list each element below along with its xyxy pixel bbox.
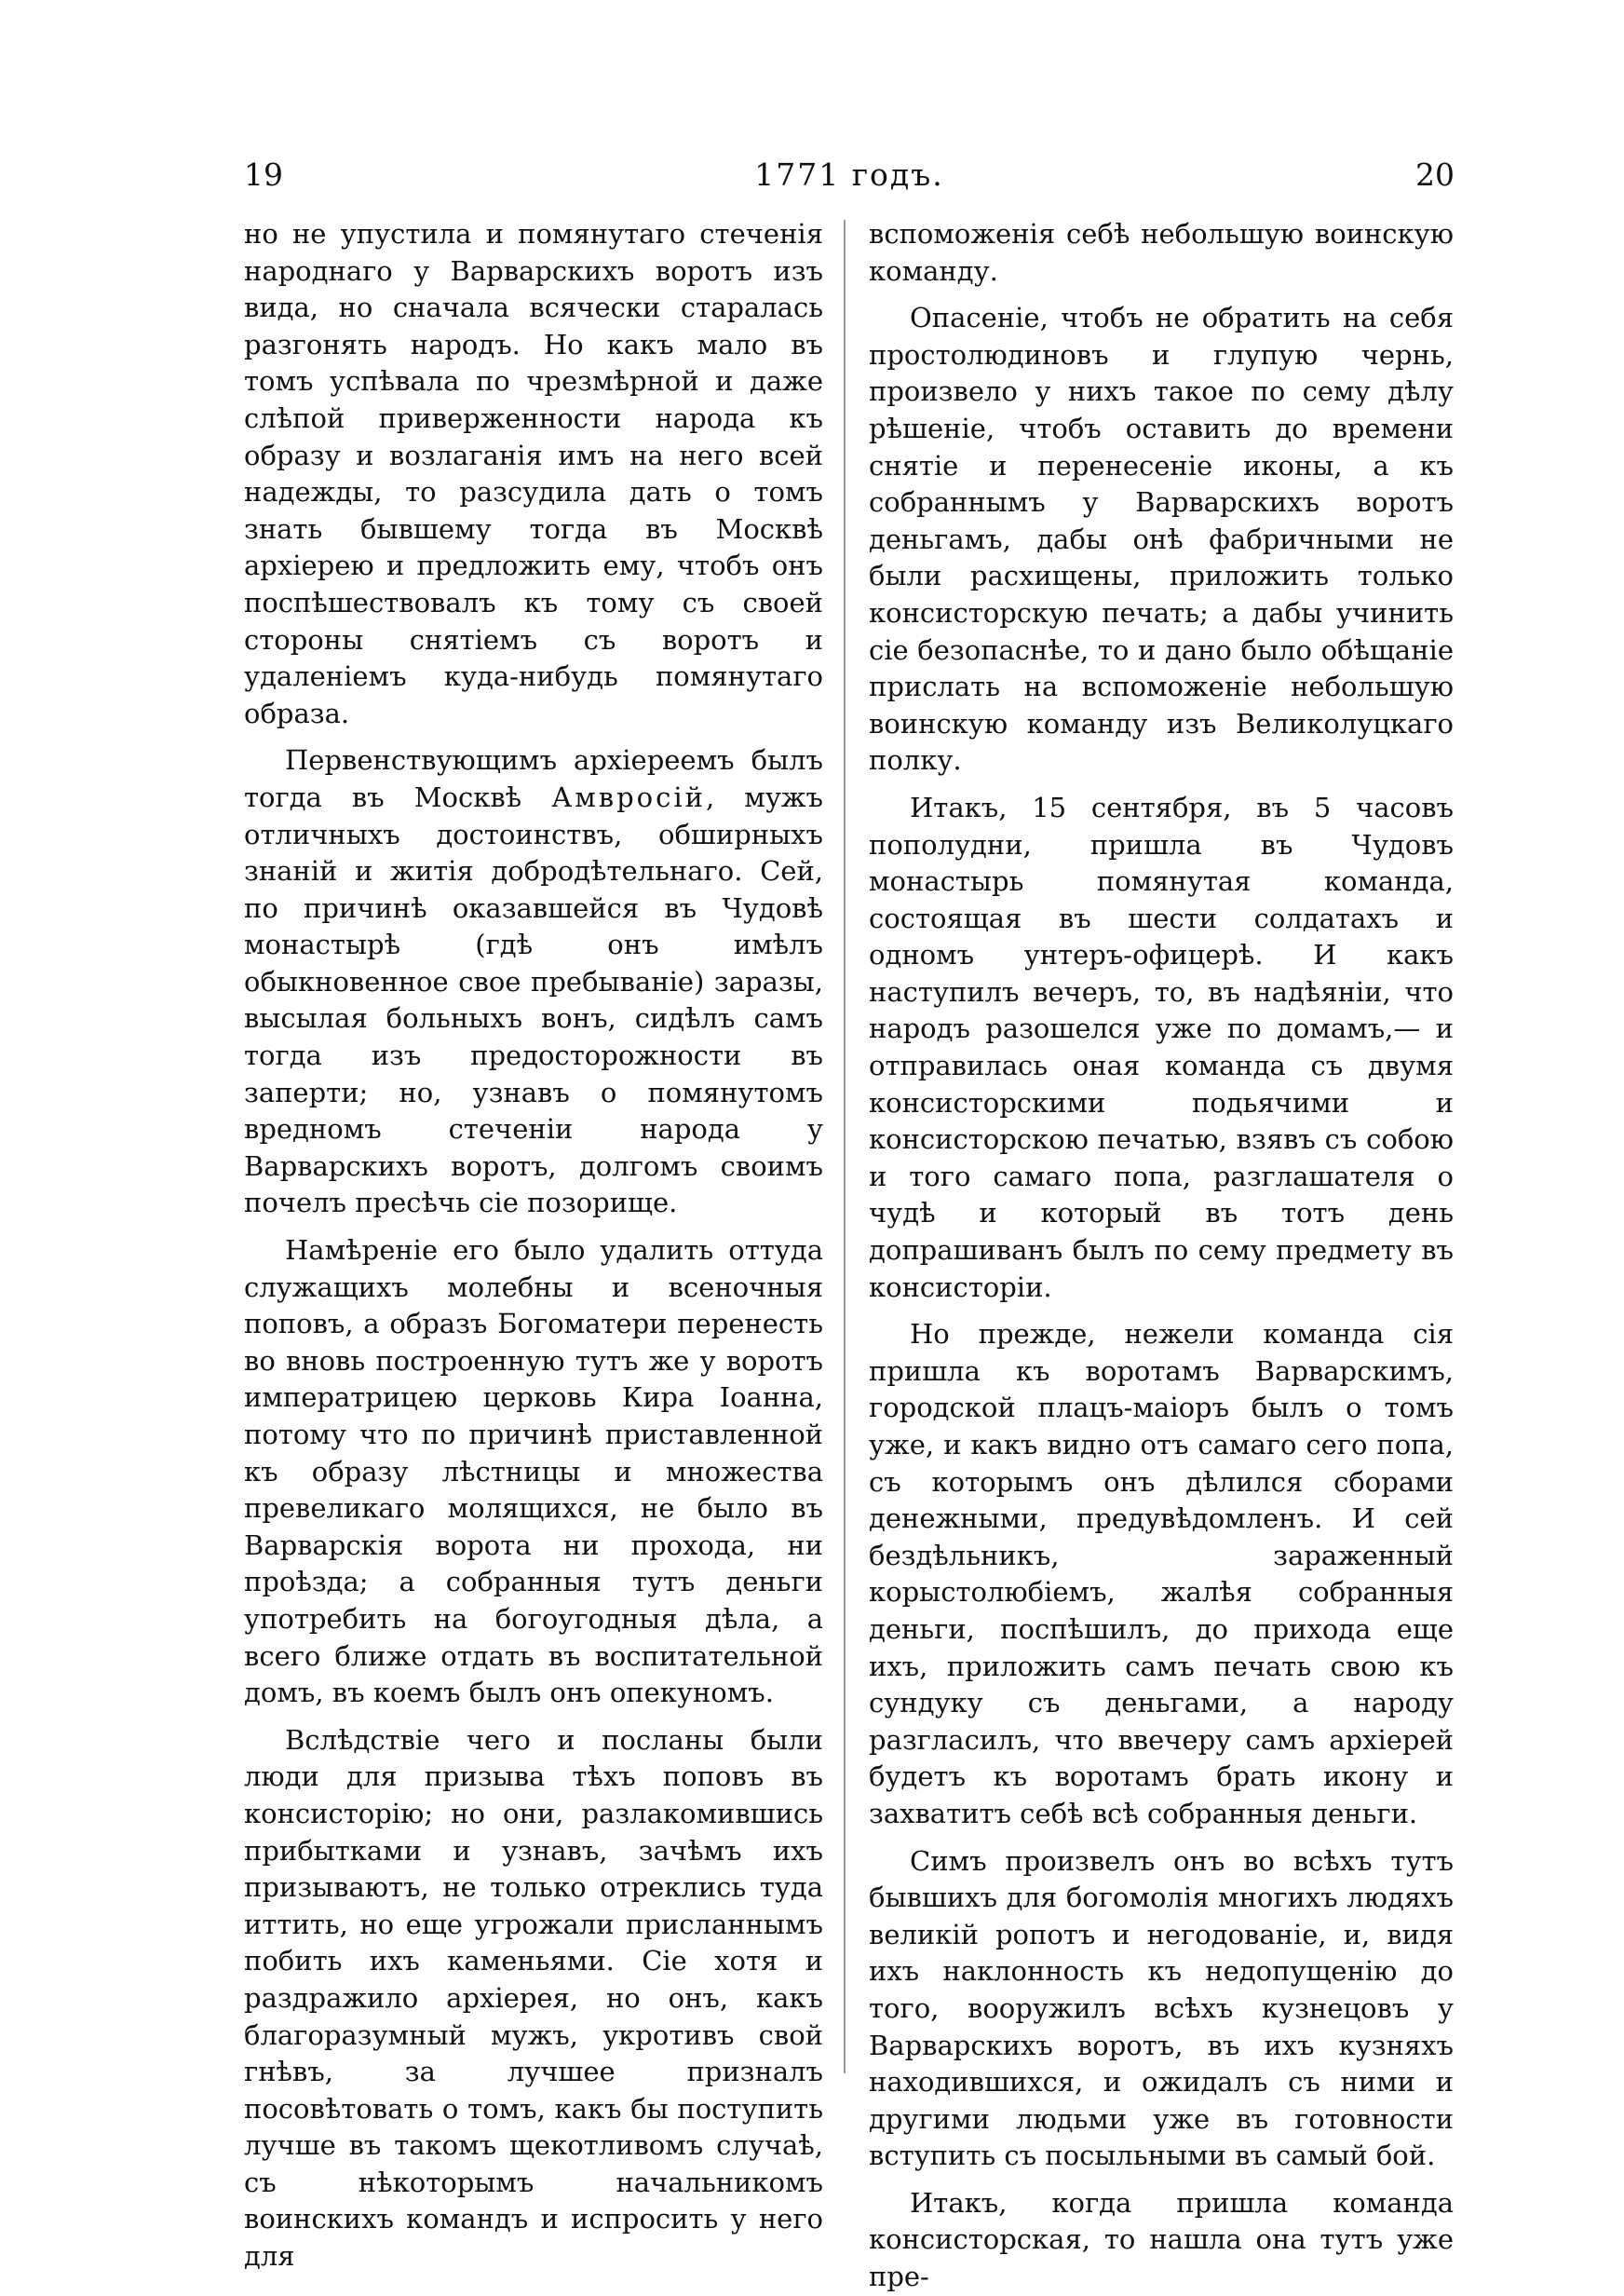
paragraph: но не упустила и помянутаго стеченія народнаго у Варварскихъ воротъ изъ вида, но сначала всячески старалась разгонять народъ. Но какъ мало въ томъ успѣвала по чрезмѣрной и даже слѣпой приверженности народа къ образу и возлаганія имъ на него всей надежды, то разсудила дать о томъ знать бывшему тогда въ Москвѣ архіерею и предложить ему, чтобъ онъ поспѣшествовалъ къ тому съ своей стороны снятіемъ съ воротъ и удаленіемъ куда-нибудь помянутаго образа.	[244, 218, 823, 729]
text-run: , мужъ отличныхъ достоинствъ, обширныхъ знаній и житія добродѣтельнаго. Сей, по причинѣ оказавшейся въ Чудовѣ монастырѣ (гдѣ онъ имѣлъ обыкновенное свое пребываніе) заразы, высылая больныхъ вонъ, сидѣлъ самъ тогда изъ предосторожности въ заперти; но, узнавъ о помянутомъ вредномъ стеченіи народа у Варварскихъ воротъ, долгомъ своимъ почелъ пресѣчь сіе позорище.	[244, 781, 824, 1219]
paragraph	[244, 742, 823, 1222]
paragraph: Вслѣдствіе чего и посланы были люди для призыва тѣхъ поповъ въ консисторію; но они, разлакомившись прибытками и узнавъ, зачѣмъ ихъ призываютъ, не только отреклись туда иттить, но еще угрожали присланнымъ побить ихъ каменьями. Сіе хотя и раздражило архіерея, но онъ, какъ благоразумный мужъ, укротивъ свой гнѣвъ, за лучшее призналъ посовѣтовать о томъ, какъ бы поступить лучше въ такомъ щекотливомъ случаѣ, съ нѣкоторымъ начальникомъ воинскихъ командъ и испросить у него для	[244, 1723, 823, 2273]
spaced-name: Амвросій	[551, 781, 706, 813]
paragraph: Симъ произвелъ онъ во всѣхъ тутъ бывшихъ для богомолія многихъ людяхъ великій ропотъ и негодованіе, и, видя ихъ наклонность къ недопущенію до того, вооружилъ всѣхъ кузнецовъ у Варварскихъ воротъ, въ ихъ кузняхъ находившихся, и ожидалъ съ ними и другими людьми уже въ готовности вступить съ посыльными въ самый бой.	[869, 1844, 1454, 2172]
page-number-left: 19	[244, 156, 283, 193]
paragraph: Итакъ, 15 сентября, въ 5 часовъ пополудни, пришла въ Чудовъ монастырь помянутая команда, состоящая въ шести солдатахъ и одномъ унтеръ-офицерѣ. И какъ наступилъ вечеръ, то, въ надѣяніи, что народъ разошелся уже по домамъ,— и отправилась оная команда съ двумя консисторскими подьячими и консисторскою печатью, взявъ съ собою и того самаго попа, разглашателя о чудѣ и который въ тотъ день допрашиванъ былъ по сему предмету въ консисторіи.	[869, 791, 1454, 1303]
page-number-right: 20	[1415, 156, 1455, 193]
column-divider	[844, 220, 846, 2073]
paragraph: Но прежде, нежели команда сія пришла къ воротамъ Варварскимъ, городской плацъ-маіоръ былъ о томъ уже, и какъ видно отъ самаго сего попа, съ которымъ онъ дѣлился сборами денежными, предувѣдомленъ. И сей бездѣльникъ, зараженный корыстолюбіемъ, жалѣя собранныя деньги, поспѣшилъ, до прихода еще ихъ, приложить самъ печать свою къ сундуку съ деньгами, а народу разгласилъ, что ввечеру самъ архіерей будетъ къ воротамъ брать икону и захватитъ себѣ всѣ собранныя деньги.	[869, 1318, 1454, 1829]
paragraph: Опасеніе, чтобъ не обратить на себя простолюдиновъ и глупую чернь, произвело у нихъ такое по сему дѣлу рѣшеніе, чтобъ оставить до времени снятіе и перенесеніе иконы, а къ собраннымъ у Варварскихъ воротъ деньгамъ, дабы онѣ фабричными не были расхищены, приложить только консисторскую печать; а дабы учинить сіе безопаснѣе, то и дано было обѣщаніе прислать на вспоможеніе небольшую воинскую команду изъ Великолуцкаго полку.	[869, 302, 1454, 777]
right-column	[869, 216, 1454, 2293]
running-header	[244, 156, 1455, 212]
running-title: 1771 годъ.	[754, 156, 944, 193]
paragraph: Итакъ, когда пришла команда консисторская, то нашла она тутъ уже пре-	[869, 2186, 1454, 2293]
paragraph: Намѣреніе его было удалить оттуда служащихъ молебны и всеночныя поповъ, а образъ Богоматери перенесть во вновь построенную тутъ же у воротъ императрицею церковь Кира Іоанна, потому что по причинѣ приставленной къ образу лѣстницы и множества превеликаго молящихся, не было въ Варварскія ворота ни прохода, ни проѣзда; а собранныя тутъ деньги употребить на богоугодныя дѣла, а всего ближе отдать въ воспитательной домъ, въ коемъ былъ онъ опекуномъ.	[244, 1234, 823, 1709]
text-run: Первенствующимъ архіереемъ былъ тогда въ Москвѣ	[244, 744, 823, 813]
paragraph: вспоможенія себѣ небольшую воинскую команду.	[869, 218, 1454, 287]
left-column	[244, 216, 824, 2273]
